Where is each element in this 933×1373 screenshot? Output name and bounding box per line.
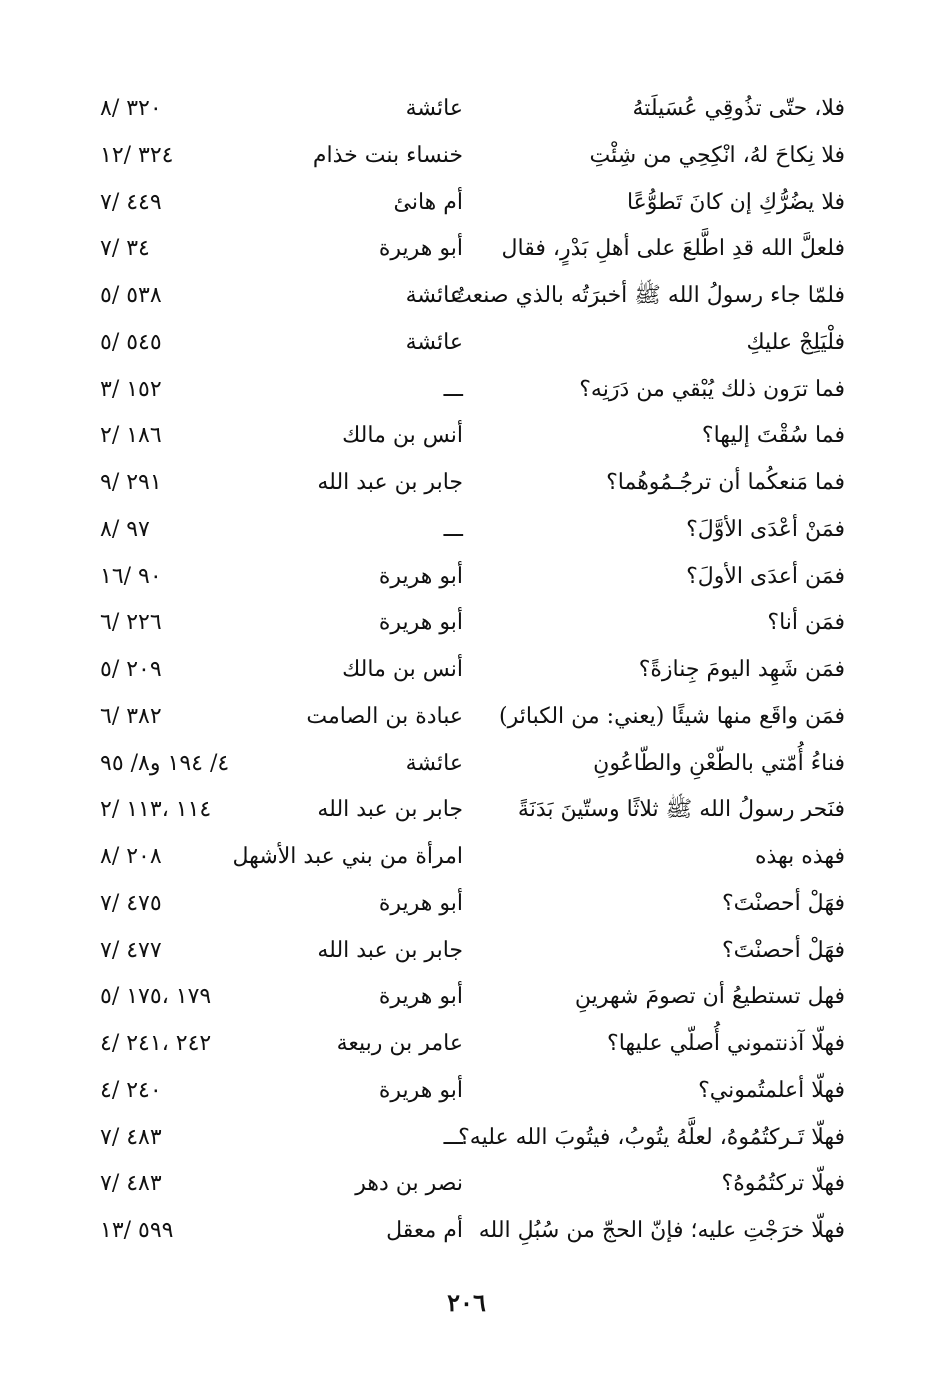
hadith-text: فمَن واقَع منها شيئًا (يعني: من الكبائر)	[499, 703, 845, 729]
narrator-name: أنس بن مالك	[342, 657, 463, 682]
volume-page-ref: ٩٧ /٨	[100, 516, 150, 542]
hadith-text: فمَنْ أعْدَى الأوَّلَ؟	[686, 516, 845, 542]
hadith-text: فما سُقْتَ إليها؟	[701, 423, 845, 449]
index-row	[0, 1070, 933, 1117]
volume-page-ref: ٥٩٩ /١٣	[100, 1218, 174, 1243]
narrator-name: أبو هريرة	[378, 1077, 463, 1103]
index-row	[0, 976, 933, 1023]
index-row	[0, 275, 933, 322]
narrator-name: جابر بن عبد الله	[317, 797, 463, 823]
hadith-text: فمَن شَهِد اليومَ جِنازةً؟	[638, 657, 845, 682]
narrator-name: عامر بن ربيعة	[336, 1031, 463, 1056]
index-row	[0, 556, 933, 603]
narrator-name: عائشة	[405, 750, 463, 776]
narrator-name: جابر بن عبد الله	[317, 937, 463, 963]
volume-page-ref: ٢٠٩ /٥	[100, 657, 162, 682]
volume-page-ref: ٤٨٣ /٧	[100, 1171, 162, 1197]
page-number: ٢٠٦	[447, 1288, 486, 1317]
volume-page-ref: ٣٢٠ /٨	[100, 96, 162, 121]
hadith-text: فما ترَون ذلك يُبْقي من دَرَنِه؟	[579, 376, 845, 402]
narrator-name: ـــ	[443, 516, 463, 542]
index-row	[0, 415, 933, 462]
narrator-name: عبادة بن الصامت	[306, 703, 463, 729]
index-row	[0, 369, 933, 416]
volume-page-ref: ٤/ ١٩٤ و٨/ ٩٥	[100, 750, 230, 776]
index-row	[0, 462, 933, 509]
hadith-text: فهذه بهذه	[754, 844, 845, 869]
narrator-name: ـــ	[443, 1124, 463, 1150]
hadith-text: فهلّا تركتُمُوهُ؟	[721, 1171, 845, 1197]
index-row	[0, 228, 933, 275]
volume-page-ref: ٢٢٦ /٦	[100, 610, 162, 636]
hadith-index-list	[0, 88, 933, 1257]
hadith-text: فهَلْ أحصنْتَ؟	[721, 937, 845, 963]
index-row	[0, 696, 933, 743]
narrator-name: نصر بن دهر	[355, 1171, 463, 1197]
hadith-text: فلمّا جاء رسولُ الله ﷺ أخبرَتُه بالذي صنعتُ	[451, 283, 845, 308]
volume-page-ref: ٤٧٥ /٧	[100, 890, 162, 916]
volume-page-ref: ٣٨٢ /٦	[100, 703, 162, 729]
hadith-text: فلْيَلِجْ عليكِ	[746, 329, 845, 355]
narrator-name: عائشة	[405, 283, 463, 308]
hadith-text: فلا يضُرُّكِ إن كانَ تَطوُّعًا	[626, 189, 845, 215]
narrator-name: عائشة	[405, 96, 463, 121]
volume-page-ref: ١٥٢ /٣	[100, 376, 162, 402]
hadith-text: فما مَنعكُما أن ترجُـمُوهُما؟	[606, 470, 845, 495]
volume-page-ref: ٥٣٨ /٥	[100, 283, 162, 308]
index-row	[0, 883, 933, 930]
hadith-text: فهَلْ أحصنْتَ؟	[721, 890, 845, 916]
hadith-text: فناءُ أُمّتي بالطّعْنِ والطّاعُونِ	[593, 750, 845, 776]
index-row	[0, 743, 933, 790]
volume-page-ref: ٩٠ /١٦	[100, 563, 162, 589]
volume-page-ref: ١٨٦ /٢	[100, 423, 162, 449]
index-row	[0, 836, 933, 883]
narrator-name: امرأة من بني عبد الأشهل	[232, 844, 463, 869]
volume-page-ref: ٢٠٨ /٨	[100, 844, 162, 869]
narrator-name: أبو هريرة	[378, 984, 463, 1010]
index-row	[0, 789, 933, 836]
hadith-text: فمَن أعدَى الأولَ؟	[686, 563, 845, 589]
index-row	[0, 930, 933, 977]
index-row	[0, 1210, 933, 1257]
index-row	[0, 1117, 933, 1164]
index-row	[0, 322, 933, 369]
volume-page-ref: ٢٤٠ /٤	[100, 1077, 162, 1103]
hadith-text: فهلّا تَـركتُمُوهُ، لعلَّهُ يتُوبُ، فيتُوبَ الله عليه؟	[458, 1124, 845, 1150]
volume-page-ref: ٤٨٣ /٧	[100, 1124, 162, 1150]
narrator-name: ـــ	[443, 376, 463, 402]
narrator-name: أبو هريرة	[378, 236, 463, 262]
narrator-name: أبو هريرة	[378, 563, 463, 589]
hadith-text: فنَحر رسولُ الله ﷺ ثلاثًا وستّينَ بَدَنَةً	[517, 797, 845, 823]
index-row	[0, 649, 933, 696]
hadith-text: فلا نِكاحَ لهُ، انْكِحِي من شِئْتِ	[589, 142, 845, 168]
narrator-name: أبو هريرة	[378, 890, 463, 916]
volume-page-ref: ١١٤ ،١١٣ /٢	[100, 797, 212, 823]
index-row	[0, 509, 933, 556]
volume-page-ref: ٢٤٢ ،٢٤١ /٤	[100, 1031, 212, 1056]
index-row	[0, 88, 933, 135]
volume-page-ref: ٣٢٤ /١٢	[100, 142, 174, 168]
hadith-text: فلا، حتّى تذُوقِي عُسَيلَتهُ	[632, 96, 845, 121]
narrator-name: أبو هريرة	[378, 610, 463, 636]
volume-page-ref: ١٧٩ ،١٧٥ /٥	[100, 984, 212, 1010]
index-row	[0, 135, 933, 182]
volume-page-ref: ٢٩١ /٩	[100, 470, 162, 495]
index-row	[0, 182, 933, 229]
narrator-name: عائشة	[405, 329, 463, 355]
volume-page-ref: ٤٤٩ /٧	[100, 189, 162, 215]
hadith-text: فهلّا خرَجْتِ عليه؛ فإنّ الحجّ من سُبُلِ الله	[478, 1218, 845, 1243]
volume-page-ref: ٣٤ /٧	[100, 236, 150, 262]
hadith-text: فهلّا آذنتموني أُصلّي عليها؟	[607, 1031, 845, 1056]
narrator-name: جابر بن عبد الله	[317, 470, 463, 495]
narrator-name: أم هانئ	[393, 189, 463, 215]
hadith-text: فمَن أنا؟	[767, 610, 845, 636]
hadith-text: فهلّا أعلمتُموني؟	[698, 1077, 845, 1103]
index-row	[0, 1023, 933, 1070]
narrator-name: خنساء بنت خذام	[312, 142, 463, 168]
index-row	[0, 602, 933, 649]
volume-page-ref: ٤٧٧ /٧	[100, 937, 162, 963]
hadith-text: فلعلَّ الله قدِ اطَّلعَ على أهلِ بَدْرٍ، فقال	[501, 236, 845, 262]
volume-page-ref: ٥٤٥ /٥	[100, 329, 162, 355]
index-row	[0, 1163, 933, 1210]
narrator-name: أم معقل	[386, 1218, 463, 1243]
hadith-text: فهل تستطيعُ أن تصومَ شهرينِ	[574, 984, 845, 1010]
narrator-name: أنس بن مالك	[342, 423, 463, 449]
